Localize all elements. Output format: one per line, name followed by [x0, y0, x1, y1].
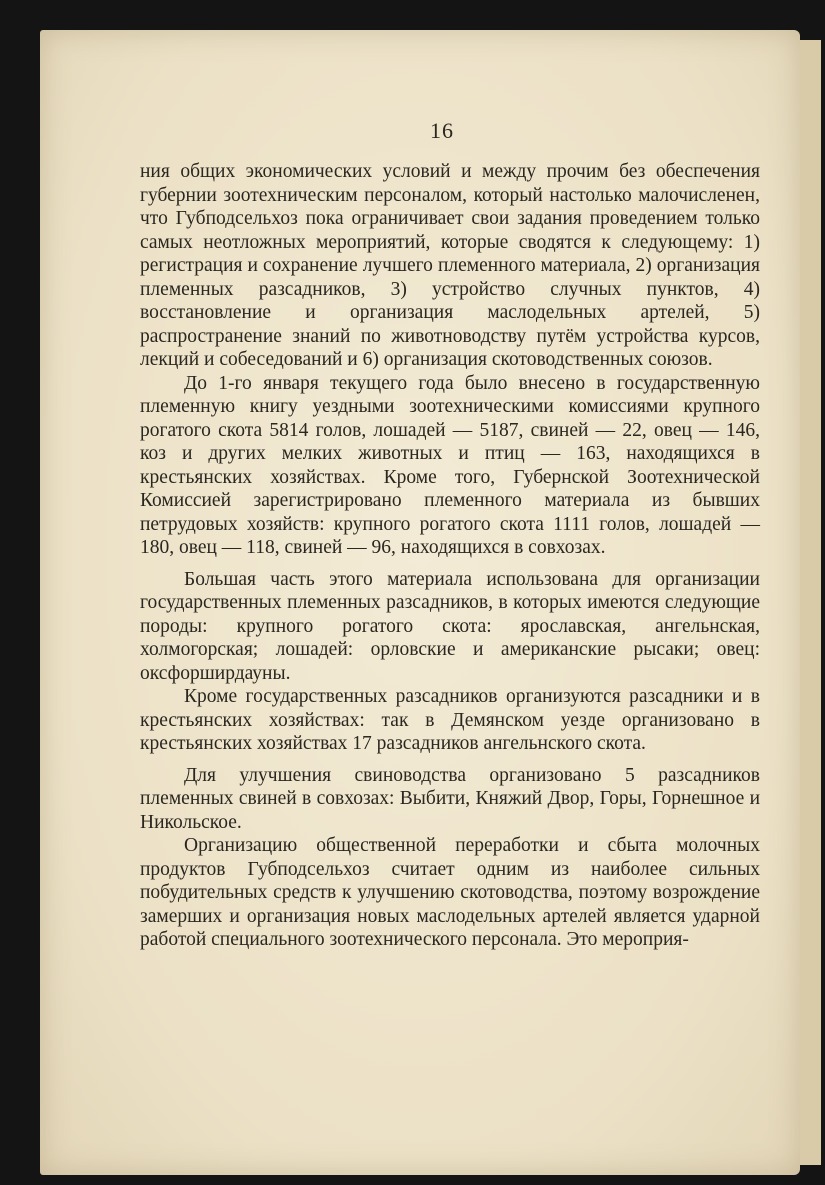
paragraph: До 1-го января текущего года было внесено в государственную племенную книгу уездными зоотехническими комиссиями крупного рогатого скота 5814 голов, лошадей — 5187, свиней — 22, овец — 146, коз и других мелких животных и птиц — 163, находящихся в крестьянских хозяйствах. Кроме того, Губернской Зоотехнической Комиссией зарегистрировано племенного материала из бывших петрудовых хозяйств: крупного рогатого скота 1111 голов, лошадей — 180, овец — 118, свиней — 96, находящихся в совхозах. — [140, 372, 760, 558]
page-text — [140, 160, 760, 952]
paragraph: Для улучшения свиноводства организовано 5 разсадников племенных свиней в совхозах: Выбити, Княжий Двор, Горы, Горнешное и Никольское. — [140, 764, 760, 833]
paragraph: Большая часть этого материала использована для организации государственных племенных разсадников, в которых имеются следующие породы: крупного рогатого скота: ярославская, ангельнская, холмогорская; лошадей: орловские и американские рысаки; овец: оксфорширдауны. — [140, 568, 760, 684]
paragraph: Кроме государственных разсадников организуются разсадники и в крестьянских хозяйствах: так в Демянском уезде организовано в крестьянских хозяйствах 17 разсадников ангельнского скота. — [140, 686, 760, 754]
page-number: 16 — [430, 118, 454, 143]
paragraph: ния общих экономических условий и между прочим без обеспечения губернии зоотехническим персоналом, который настолько малочисленен, что Губподсельхоз пока ограничивает свои задания проведением только самых неотложных мероприятий, которые сводятся к следующему: 1) регистрация и сохранение лучшего племенного материала, 2) организация племенных разсадников, 3) устройство случных пунктов, 4) восстановление и организация маслодельных артелей, 5) распространение знаний по животноводству путём устройства курсов, лекций и собеседований и 6) организация скотоводственных союзов. — [140, 161, 760, 370]
paragraph: Организацию общественной переработки и сбыта молочных продуктов Губподсельхоз считает одним из наиболее сильных побудительных средств к улучшению скотоводства, поэтому возрождение замерших и организация новых маслодельных артелей является ударной работой специального зоотехнического персонала. Это мероприя- — [140, 835, 760, 950]
